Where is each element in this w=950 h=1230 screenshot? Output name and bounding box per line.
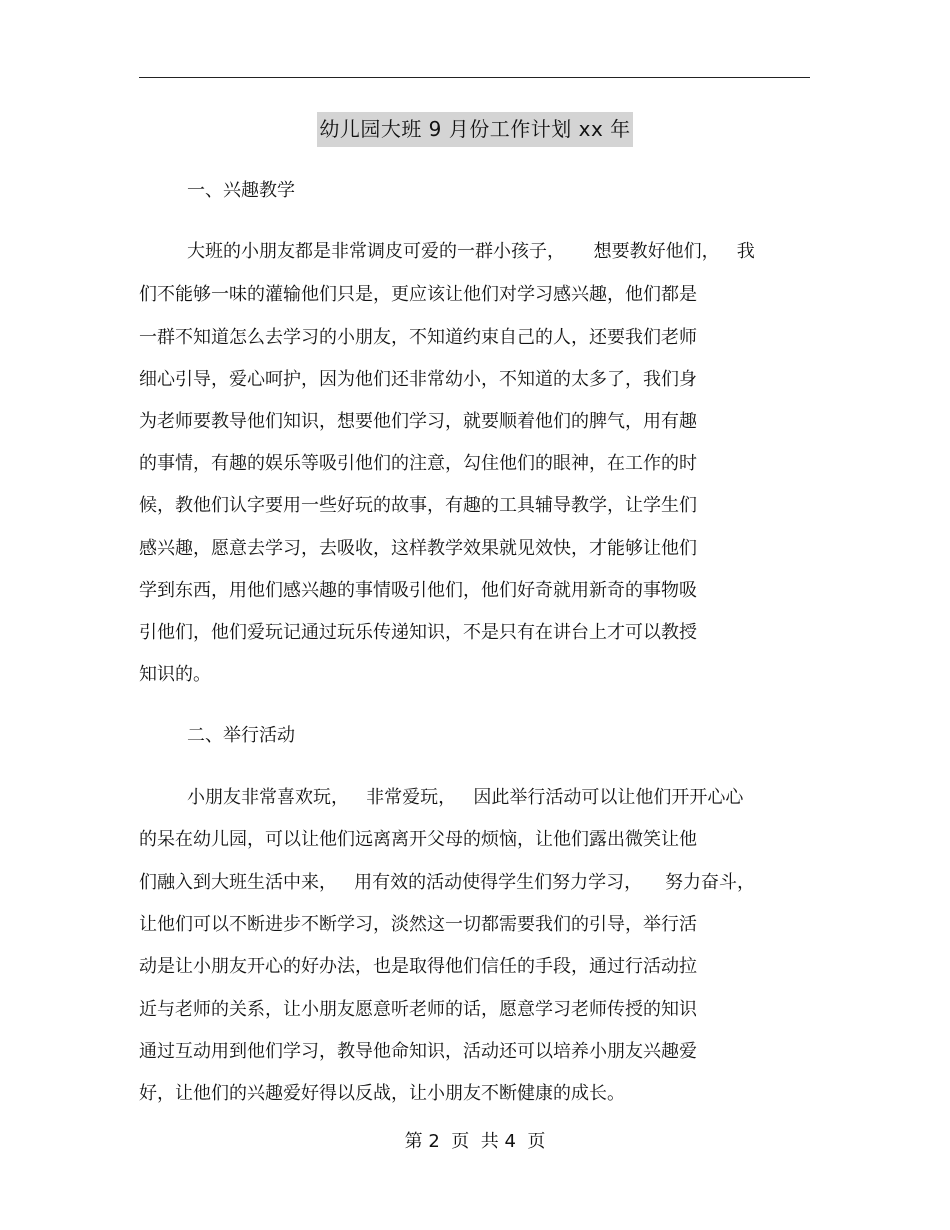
paragraph-line: 让他们可以不断进步不断学习，淡然这一切都需要我们的引导，举行活 <box>139 914 697 935</box>
paragraph-line: 好，让他们的兴趣爱好得以反战，让小朋友不断健康的成长。 <box>139 1083 625 1104</box>
paragraph-line: 知识的。 <box>139 664 211 685</box>
paragraph-line: 们不能够一味的灌输他们只是，更应该让他们对学习感兴趣，他们都是 <box>139 284 697 305</box>
section-heading-2: 二、举行活动 <box>187 725 295 746</box>
paragraph-line: 引他们，他们爱玩记通过玩乐传递知识，不是只有在讲台上才可以教授 <box>139 622 697 643</box>
paragraph-line: 动是让小朋友开心的好办法，也是取得他们信任的手段，通过行活动拉 <box>139 956 697 977</box>
paragraph-line: 通过互动用到他们学习，教导他命知识，活动还可以培养小朋友兴趣爱 <box>139 1041 697 1062</box>
document-title: 幼儿园大班 9 月份工作计划 xx 年 <box>317 112 632 147</box>
paragraph-line: 大班的小朋友都是非常调皮可爱的一群小孩子， 想要教好他们， 我 <box>187 241 755 262</box>
paragraph-line: 细心引导，爱心呵护，因为他们还非常幼小，不知道的太多了，我们身 <box>139 369 697 390</box>
section-heading-1: 一、兴趣教学 <box>187 180 295 201</box>
paragraph-line: 为老师要教导他们知识，想要他们学习，就要顺着他们的脾气，用有趣 <box>139 411 697 432</box>
title-container <box>0 112 950 147</box>
paragraph-line: 小朋友非常喜欢玩， 非常爱玩， 因此举行活动可以让他们开开心心 <box>187 787 744 808</box>
paragraph-line: 感兴趣，愿意去学习，去吸收，这样教学效果就见效快，才能够让他们 <box>139 538 697 559</box>
header-rule <box>139 77 810 78</box>
page-number: 第 2 页 共 4 页 <box>404 1131 546 1152</box>
paragraph-line: 们融入到大班生活中来， 用有效的活动使得学生们努力学习， 努力奋斗， <box>139 872 756 893</box>
paragraph-line: 的呆在幼儿园，可以让他们远离离开父母的烦恼，让他们露出微笑让他 <box>139 829 697 850</box>
paragraph-line: 的事情，有趣的娱乐等吸引他们的注意，勾住他们的眼神，在工作的时 <box>139 453 697 474</box>
paragraph-line: 候，教他们认字要用一些好玩的故事，有趣的工具辅导教学，让学生们 <box>139 495 697 516</box>
paragraph-line: 一群不知道怎么去学习的小朋友，不知道约束自己的人，还要我们老师 <box>139 327 697 348</box>
paragraph-line: 近与老师的关系，让小朋友愿意听老师的话，愿意学习老师传授的知识 <box>139 999 697 1020</box>
paragraph-line: 学到东西，用他们感兴趣的事情吸引他们，他们好奇就用新奇的事物吸 <box>139 580 697 601</box>
